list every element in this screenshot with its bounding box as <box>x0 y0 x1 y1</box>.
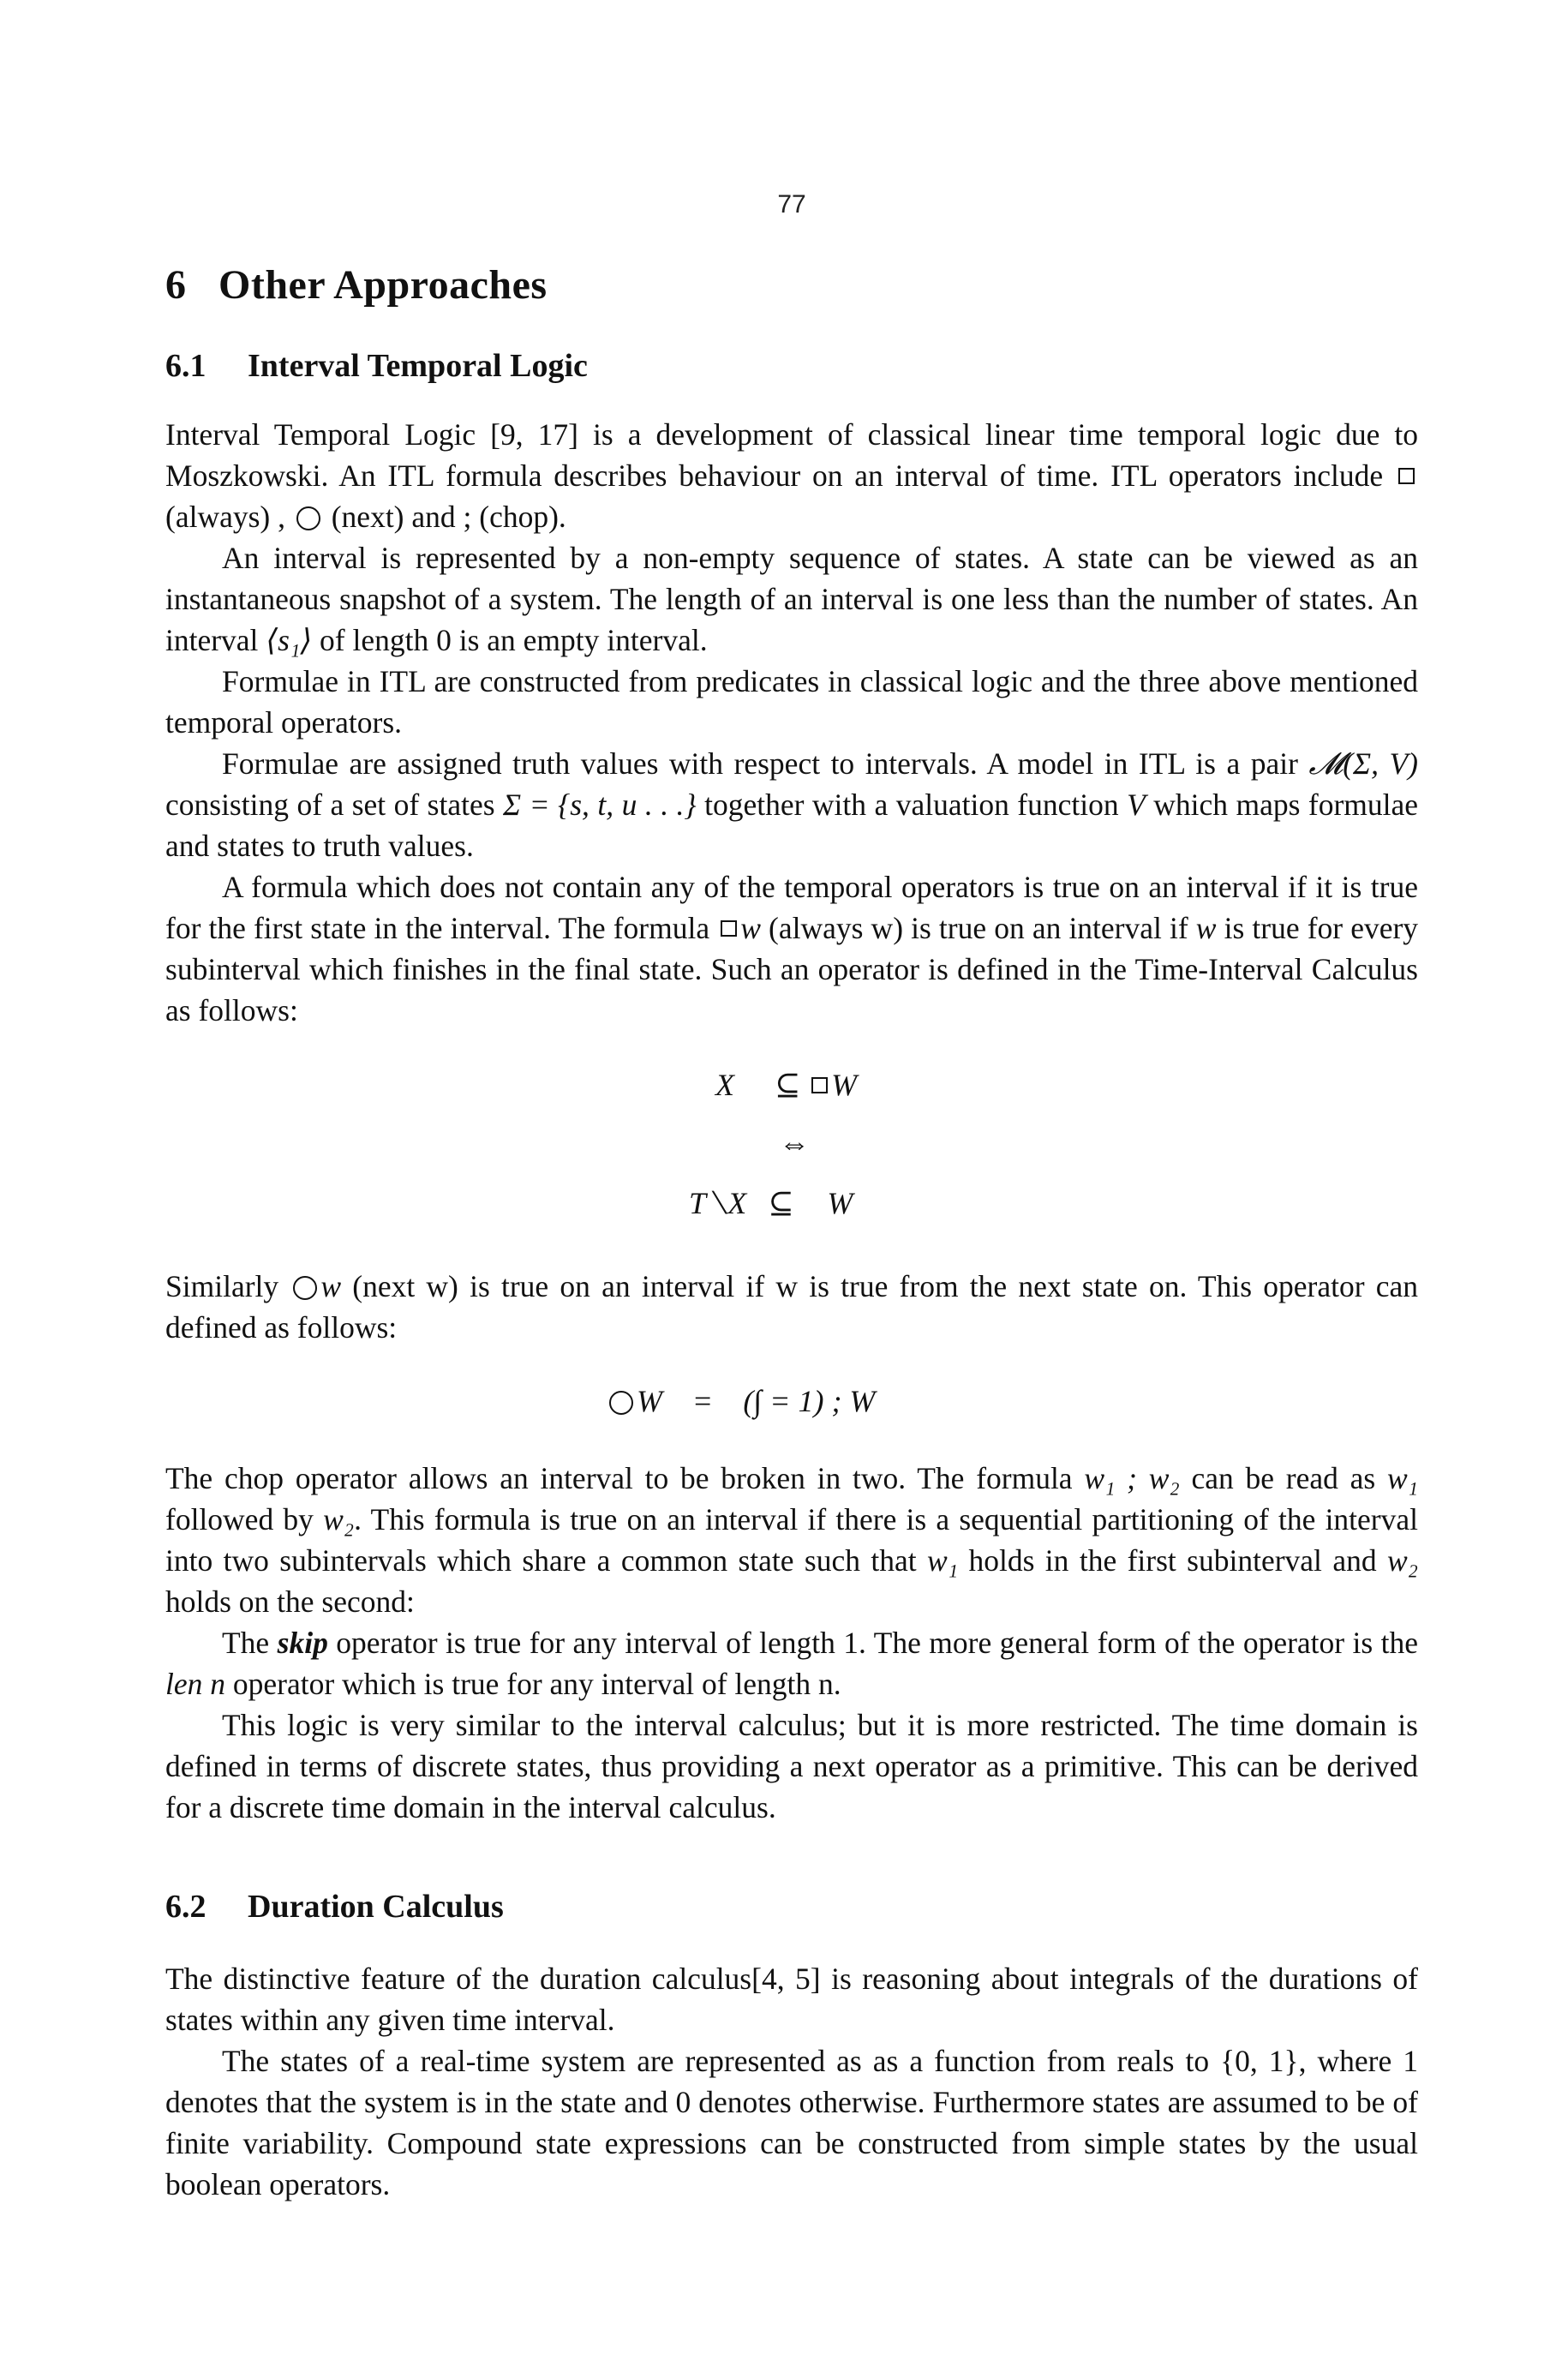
math-symbol: W <box>827 1186 853 1220</box>
text: An interval is represented by a non-empty sequence of states. A state can be viewed as an instantaneous snapshot of a system. The length of an interval is one less than the number of states. An interval <box>165 541 1418 657</box>
math-inline: w₁ ; w₂ <box>1084 1461 1180 1495</box>
text: Formulae are assigned truth values with respect to intervals. A model in ITL is a pair <box>222 746 1298 781</box>
text: A formula which does not contain any of the temporal operators is true on an interval if it is true for the first state in the interval. The formula <box>165 870 1418 945</box>
text: can be read as <box>1191 1461 1376 1495</box>
text: The <box>222 1626 270 1660</box>
equation-always-line1 <box>715 1067 857 1103</box>
paragraph-formulae: Formulae in ITL are constructed from predicates in classical logic and the three above mentioned temporal operators. <box>165 664 1418 740</box>
next-circle-icon <box>296 506 320 530</box>
math-symbol: ⊆ <box>775 1068 801 1102</box>
math-inline: w₁ <box>1386 1461 1419 1495</box>
paragraph-next <box>165 1266 1418 1348</box>
text: consisting of a set of states <box>165 788 495 822</box>
math-inline: len n <box>165 1667 225 1701</box>
text: Interval Temporal Logic [9, 17] is a development of classical linear time temporal logic due to Moszkowski. An ITL formula describes behaviour on an interval of time. ITL operators include <box>165 417 1418 493</box>
paragraph-dc-states <box>165 2040 1418 2205</box>
text: . This formula is true on an interval if there is a sequential partitioning of the interval into two subintervals which share a common state such that <box>165 1502 1418 1578</box>
equation-iff: ⇔ <box>779 1126 810 1160</box>
text: (next w) is true on an interval if w is true from the next state on. This operator can defined as follows: <box>165 1269 1418 1345</box>
math-inline: {0, 1} <box>1220 2044 1299 2078</box>
text: The states of a real-time system are represented as as a function from reals to <box>222 2044 1210 2078</box>
paragraph-itl-intro <box>165 414 1418 537</box>
next-circle-icon <box>293 1276 317 1300</box>
always-box-icon <box>811 1077 828 1093</box>
math-symbol: = <box>694 1384 712 1418</box>
text: (always w) is true on an interval if <box>769 911 1188 945</box>
text: holds on the second: <box>165 1584 415 1619</box>
paragraph-chop <box>165 1458 1418 1622</box>
math-symbol: (∫ = 1) ; W <box>743 1384 876 1418</box>
math-inline: Σ = {s, t, u . . .} <box>503 788 697 822</box>
paragraph-interval <box>165 537 1418 661</box>
section-title: Other Approaches <box>218 262 548 308</box>
math-symbol: W <box>831 1068 858 1102</box>
next-circle-icon <box>609 1391 633 1415</box>
text: Similarly <box>165 1269 279 1303</box>
text: (next) and ; (chop). <box>331 500 566 534</box>
math-symbol: W <box>637 1384 662 1418</box>
subsection-title: Interval Temporal Logic <box>248 348 588 384</box>
paragraph-always <box>165 866 1418 1031</box>
text: of length 0 is an empty interval. <box>320 623 708 657</box>
math-symbol: X <box>715 1068 734 1102</box>
math-inline: skip <box>277 1626 328 1660</box>
text: operator is true for any interval of length 1. The more general form of the operator is the <box>336 1626 1419 1660</box>
text: The chop operator allows an interval to be broken in two. The formula <box>165 1461 1073 1495</box>
math-symbol: ⊆ <box>768 1186 794 1220</box>
equation-always-line2 <box>689 1185 853 1222</box>
math-inline: V <box>1127 788 1146 822</box>
subsection-title: Duration Calculus <box>248 1889 504 1925</box>
subsection-heading-dc <box>165 1888 504 1926</box>
text: followed by <box>165 1502 314 1536</box>
text: together with a valuation function <box>704 788 1119 822</box>
text: (always) , <box>165 500 285 534</box>
subsection-heading-itl <box>165 347 588 385</box>
equation-next <box>606 1383 875 1419</box>
section-number: 6 <box>165 262 187 308</box>
always-box-icon <box>1398 468 1415 484</box>
paragraph-skip <box>165 1622 1418 1704</box>
math-inline: w₂ <box>1386 1543 1419 1578</box>
subsection-number: 6.1 <box>165 348 206 384</box>
subsection-number: 6.2 <box>165 1889 206 1925</box>
text: is true for every subinterval which finishes in the final state. Such an operator is defined in the Time-Interval Calculus as follows: <box>165 911 1419 1027</box>
text: which maps formulae and states to truth values. <box>165 788 1419 863</box>
page-number: 77 <box>777 190 806 219</box>
math-inline: w₂ <box>323 1502 355 1536</box>
math-inline: w₁ <box>927 1543 959 1578</box>
math-inline: w <box>740 911 761 945</box>
text: , where 1 denotes that the system is in the state and 0 denotes otherwise. Furthermore states are assumed to be of finite variability. Compound state expressions can be constructed from simple states by the usual boolean operators. <box>165 2044 1418 2201</box>
text: holds in the first subinterval and <box>968 1543 1377 1578</box>
math-inline: w <box>1195 911 1217 945</box>
math-inline: 𝓜(Σ, V) <box>1308 746 1419 781</box>
paragraph-model <box>165 743 1418 866</box>
paragraph-comparison: This logic is very similar to the interval calculus; but it is more restricted. The time domain is defined in terms of discrete states, thus providing a next operator as a primitive. This can be derived for a discrete time domain in the interval calculus. <box>165 1708 1418 1824</box>
paragraph-dc-intro: The distinctive feature of the duration calculus[4, 5] is reasoning about integrals of the durations of states within any given time interval. <box>165 1962 1418 2037</box>
text: operator which is true for any interval of length n. <box>232 1667 841 1701</box>
math-symbol: T⟍X <box>689 1186 747 1220</box>
section-heading <box>165 261 548 308</box>
always-box-icon <box>721 920 737 937</box>
math-inline: w <box>320 1269 342 1303</box>
math-inline: ⟨s₁⟩ <box>266 623 313 657</box>
